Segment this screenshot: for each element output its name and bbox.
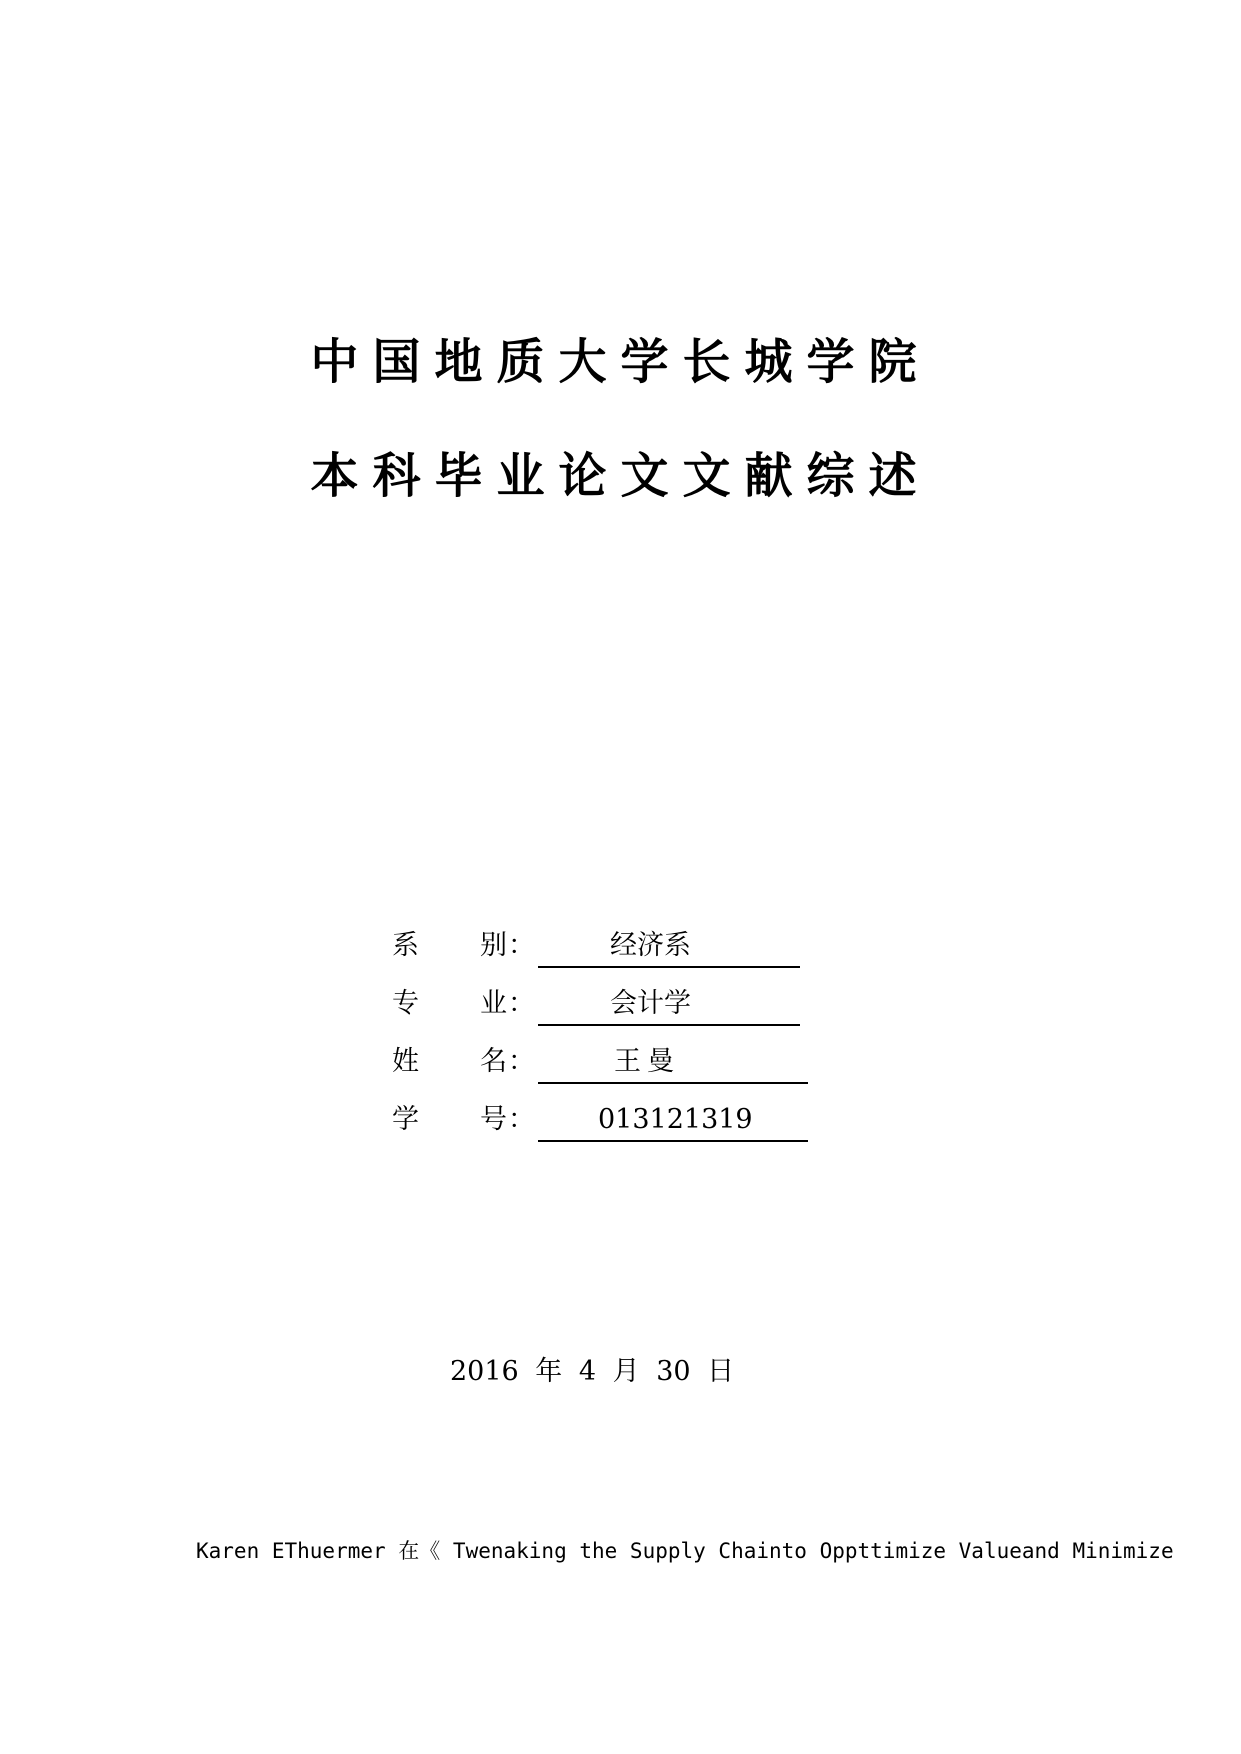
student-id-value: 013121319	[598, 1104, 753, 1135]
name-underline	[538, 1042, 808, 1084]
document-title-institution: 中国地质大学长城学院	[310, 334, 931, 390]
department-label-b: 别	[480, 930, 507, 961]
student-id-underline	[538, 1100, 808, 1142]
document-date: 2016 年 4 月 30 日	[450, 1356, 735, 1387]
name-label-b: 名	[480, 1046, 507, 1077]
department-value: 经济系	[610, 930, 691, 961]
major-colon: ：	[508, 988, 535, 1019]
info-row-department	[392, 926, 822, 966]
student-id-label-a: 学	[392, 1104, 419, 1135]
department-colon: ：	[508, 930, 535, 961]
body-text-line: Karen EThuermer 在《 Twenaking the Supply Chainto Oppttimize Valueand Minimize	[196, 1539, 1174, 1563]
info-row-major	[392, 984, 822, 1024]
name-value: 王曼	[614, 1046, 680, 1077]
major-underline	[538, 984, 800, 1026]
name-label-a: 姓	[392, 1046, 419, 1077]
major-label-a: 专	[392, 988, 419, 1019]
major-value: 会计学	[610, 988, 691, 1019]
department-underline	[538, 926, 800, 968]
info-row-name	[392, 1042, 822, 1082]
info-row-student-id	[392, 1100, 822, 1140]
student-id-colon: ：	[508, 1104, 535, 1135]
major-label-b: 业	[480, 988, 507, 1019]
student-id-label-b: 号	[480, 1104, 507, 1135]
document-title-type: 本科毕业论文文献综述	[310, 448, 931, 504]
department-label-a: 系	[392, 930, 419, 961]
name-colon: ：	[508, 1046, 535, 1077]
